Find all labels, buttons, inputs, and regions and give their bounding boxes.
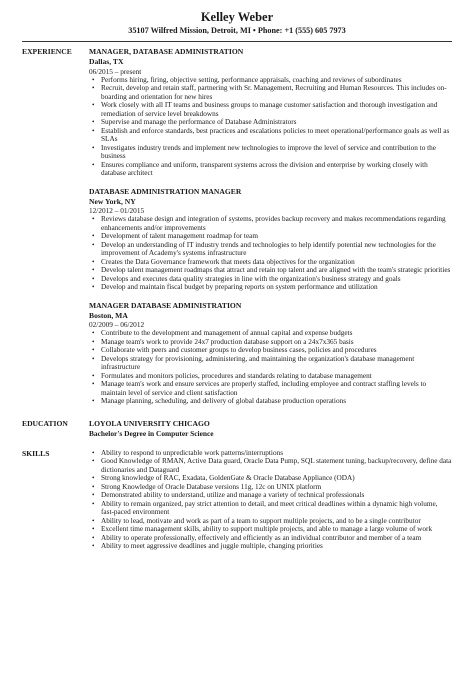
skills-section xyxy=(22,447,452,551)
skills-body xyxy=(89,447,452,551)
job-bullet: • Investigates industry trends and implement new technologies to improve the level of service and contribution to the business xyxy=(101,144,452,161)
section-label: SKILLS xyxy=(22,448,50,458)
job-bullet: • Performs hiring, firing, objective setting, performance appraisals, coaching and reviews of subordinates xyxy=(101,76,452,85)
contact-line: 35107 Wilfred Mission, Detroit, MI • Phone: +1 (555) 605 7973 xyxy=(128,26,346,35)
job-dates: 02/2009 – 06/2012 xyxy=(89,320,145,329)
job-bullet: • Develop talent management roadmaps that attract and retain top talent and are aligned with the team's strategic priorities xyxy=(101,266,452,275)
experience-body xyxy=(89,45,452,413)
degree: Bachelor's Degree in Computer Science xyxy=(89,428,214,438)
skill-item: • Ability to lead, motivate and work as part of a team to support multiple projects, and to be a single contributor xyxy=(101,517,452,526)
skill-item: • Strong knowledge of RAC, Exadata, GoldenGate & Oracle Database Appliance (ODA) xyxy=(101,474,452,483)
job-bullet-list xyxy=(89,329,452,406)
job-bullet: • Manage planning, scheduling, and delivery of global database production operations xyxy=(101,397,452,406)
skill-item: • Demonstrated ability to understand, utilize and manage a variety of technical professionals xyxy=(101,491,452,500)
job-bullet: • Collaborate with peers and customer groups to develop business cases, policies and procedures xyxy=(101,346,452,355)
job-bullet: • Develop an understanding of IT industry trends and technologies to help identify potential new technologies for the improvement of Academy's systems infrastructure xyxy=(101,241,452,258)
job-bullet: • Develops strategy for provisioning, administering, and maintaining the organization's database management infrastructure xyxy=(101,355,452,372)
experience-section xyxy=(22,45,452,413)
job-bullet: • Manage team's work to provide 24x7 production database support on a 24x7x365 basis xyxy=(101,338,452,347)
job-bullet: • Reviews database design and integration of systems, provides backup recovery and makes recommendations regarding enhancements and/or improvements xyxy=(101,215,452,232)
job-location: Boston, MA xyxy=(89,310,128,320)
section-label: EXPERIENCE xyxy=(22,47,72,56)
skill-item: • Ability to respond to unpredictable work patterns/interruptions xyxy=(101,449,452,458)
job-entry xyxy=(89,299,452,406)
education-section xyxy=(22,417,452,438)
job-bullet-list xyxy=(89,76,452,178)
job-bullet: • Develops and executes data quality strategies in line with the organization's business strategy and goals xyxy=(101,275,452,284)
job-bullet: • Ensures compliance and uniform, transparent systems across the division and enterprise by working closely with database architect xyxy=(101,161,452,178)
job-bullet: • Supervise and manage the performance of Database Administrators xyxy=(101,118,452,127)
job-bullet: • Formulates and monitors policies, procedures and standards relating to database management xyxy=(101,372,452,381)
job-bullet: • Develop and maintain fiscal budget by preparing reports on system performance and utilization xyxy=(101,283,452,292)
job-title: DATABASE ADMINISTRATION MANAGER xyxy=(89,186,242,196)
skills-list xyxy=(89,447,452,551)
skill-item: • Excellent time management skills, ability to support multiple projects, and able to manage a large volume of work xyxy=(101,525,452,534)
skill-item: • Ability to operate professionally, effectively and efficiently as an individual contributor and member of a team xyxy=(101,534,452,543)
job-bullet: • Manage team's work and ensure services are properly staffed, including employee and contract staffing levels to maintain level of service and client satisfaction xyxy=(101,380,452,397)
job-entry xyxy=(89,185,452,292)
job-dates: 06/2015 – present xyxy=(89,66,142,76)
job-title: MANAGER, DATABASE ADMINISTRATION xyxy=(89,47,244,56)
job-bullet: • Recruit, develop and retain staff, partnering with Sr. Management, Recruiting and Human Resources. This includes on-boarding and orientation for new hires xyxy=(101,84,452,101)
skill-item: • Ability to remain organized, pay strict attention to detail, and meet critical deadlines within a dynamic high volume, fast-paced environment xyxy=(101,500,452,517)
job-bullet: • Work closely with all IT teams and business groups to manage customer satisfaction and thorough investigation and remediation of service level breakdowns xyxy=(101,101,452,118)
job-bullet: • Development of talent management roadmap for team xyxy=(101,232,452,241)
header-divider xyxy=(22,41,452,42)
job-bullet: • Establish and enforce standards, best practices and escalations policies to meet operational/performance goals as well as SLAs xyxy=(101,127,452,144)
job-entry xyxy=(89,45,452,178)
candidate-name: Kelley Weber xyxy=(200,10,274,24)
education-body xyxy=(89,417,452,438)
job-bullet: • Contribute to the development and management of annual capital and expense budgets xyxy=(101,329,452,338)
job-bullet-list xyxy=(89,215,452,292)
section-label: EDUCATION xyxy=(22,418,68,428)
skill-item: • Ability to meet aggressive deadlines and juggle multiple, changing priorities xyxy=(101,542,452,551)
job-dates: 12/2012 – 01/2015 xyxy=(89,206,145,215)
school-name: LOYOLA UNIVERSITY CHICAGO xyxy=(89,418,210,428)
job-bullet: • Creates the Data Governance framework that meets data objectives for the organization xyxy=(101,258,452,267)
job-title: MANAGER DATABASE ADMINISTRATION xyxy=(89,300,242,310)
skill-item: • Strong Knowledge of Oracle Database versions 11g, 12c on UNIX platform xyxy=(101,483,452,492)
job-location: New York, NY xyxy=(89,196,136,206)
skill-item: • Good Knowledge of RMAN, Active Data guard, Oracle Data Pump, SQL statement tuning, backup/recovery, define data dictionaries and Dataguard xyxy=(101,457,452,474)
job-location: Dallas, TX xyxy=(89,57,124,66)
